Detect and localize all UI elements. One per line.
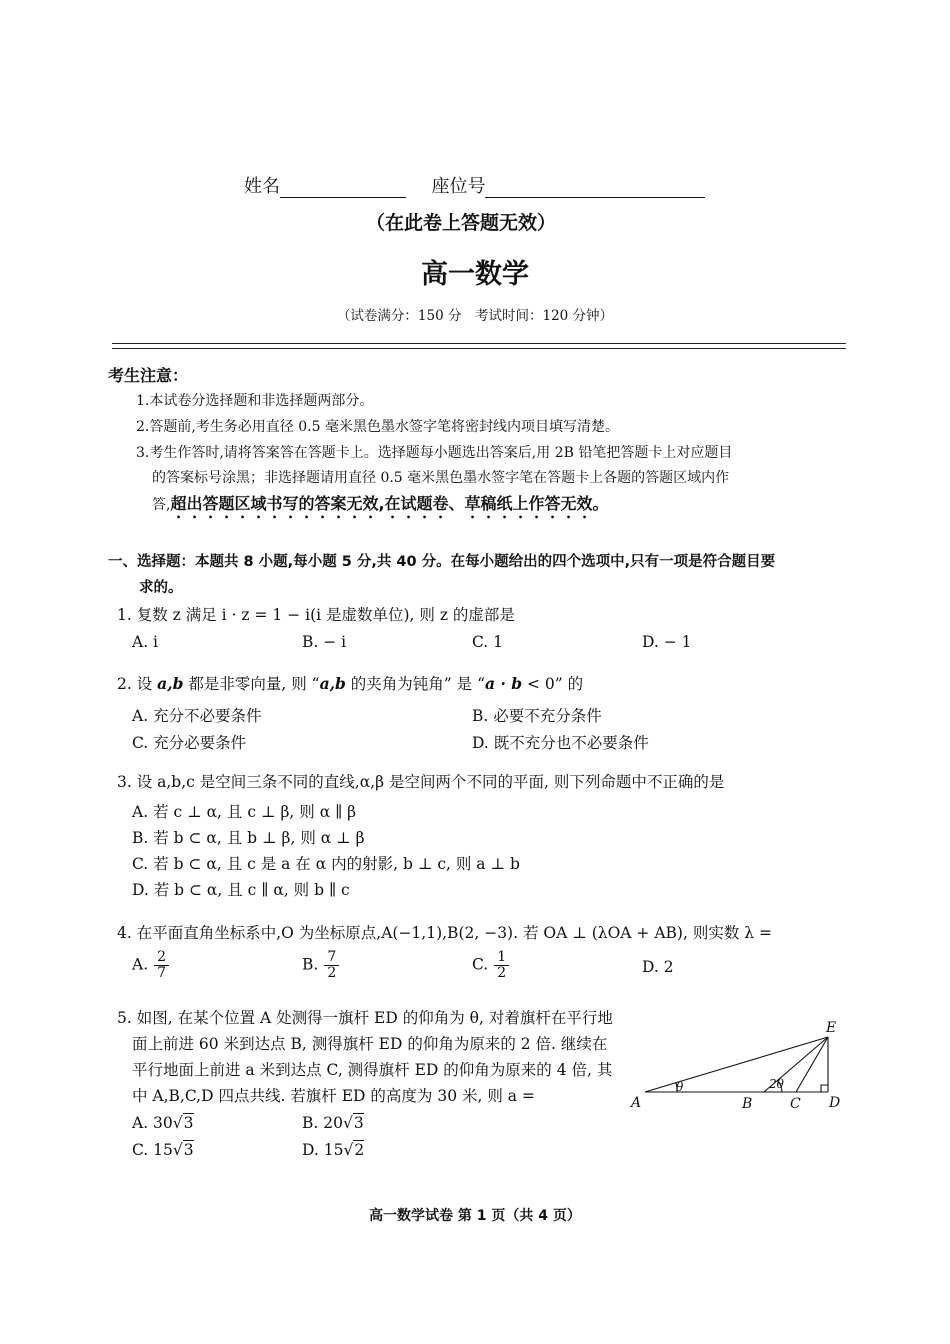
- q4-a-label: A.: [132, 955, 149, 974]
- q5-option-d[interactable]: [302, 1141, 364, 1159]
- q1-option-c[interactable]: C. 1: [472, 633, 504, 651]
- notice-item-3-start: 答,: [152, 497, 171, 513]
- notice-item-3-line-1: 3.考生作答时,请将答案答在答题卡上。选择题每小题选出答案后,用 2B 铅笔把答题卡上对应题目: [136, 445, 733, 461]
- q4-option-b[interactable]: [302, 950, 339, 981]
- q5-b-radicand: 3: [353, 1114, 364, 1132]
- q3-stem: 3. 设 a,b,c 是空间三条不同的直线,α,β 是空间两个不同的平面, 则下列命题中不正确的是: [117, 773, 725, 791]
- q4-a-den: 7: [157, 965, 167, 981]
- q2-vectors-2: a,b: [319, 674, 346, 693]
- q2-option-d[interactable]: D. 既不充分也不必要条件: [472, 734, 649, 752]
- sqrt-icon: √: [172, 1141, 183, 1159]
- q5-stem-line-3: 平行地面上前进 a 米到达点 C, 测得旗杆 ED 的仰角为原来的 4 倍, 其: [132, 1061, 613, 1079]
- q5-option-b[interactable]: [302, 1114, 364, 1132]
- q2-option-b[interactable]: B. 必要不充分条件: [472, 707, 602, 725]
- notice-item-3-line-2: 的答案标号涂黑；非选择题请用直径 0.5 毫米黑色墨水签字笔在答题卡上各题的答题区域内作: [152, 470, 730, 486]
- double-rule-top: [112, 343, 846, 344]
- name-field-group: [244, 172, 705, 198]
- label-theta: θ: [676, 1080, 684, 1094]
- q2-vectors: a,b: [157, 674, 184, 693]
- q5-b-label: B. 20: [302, 1114, 343, 1132]
- q1-option-a[interactable]: A. i: [132, 633, 159, 651]
- q4-c-den: 2: [497, 965, 507, 981]
- page-title: 高一数学: [421, 259, 529, 290]
- q2-option-a[interactable]: A. 充分不必要条件: [132, 707, 262, 725]
- q2-option-c[interactable]: C. 充分必要条件: [132, 734, 247, 752]
- q3-option-b[interactable]: B. 若 b ⊂ α, 且 b ⊥ β, 则 α ⊥ β: [132, 829, 365, 847]
- q2-dot-product: a · b: [485, 674, 523, 693]
- notice-heading: 考生注意：: [108, 366, 189, 385]
- q5-a-label: A. 30: [132, 1114, 173, 1132]
- name-blank[interactable]: [280, 177, 406, 198]
- flagpole-diagram: [625, 1015, 850, 1115]
- q4-b-fraction: [324, 950, 339, 981]
- page-footer: 高一数学试卷 第 1 页（共 4 页）: [369, 1208, 581, 1224]
- q4-b-num: 7: [324, 950, 339, 966]
- q1-stem: 1. 复数 z 满足 i · z = 1 − i(i 是虚数单位), 则 z 的虚部是: [117, 606, 515, 624]
- q5-d-label: D. 15: [302, 1141, 344, 1159]
- invalid-note: （在此卷上答题无效）: [366, 212, 557, 234]
- q5-c-label: C. 15: [132, 1141, 173, 1159]
- label-b: B: [742, 1096, 753, 1112]
- q4-stem: 4. 在平面直角坐标系中,O 为坐标原点,A(−1,1),B(2, −3). 若 OA ⊥ (λOA + AB), 则实数 λ =: [117, 924, 772, 942]
- label-c: C: [790, 1096, 801, 1112]
- section-1-heading-line-1: 一、选择题：本题共 8 小题,每小题 5 分,共 40 分。在每小题给出的四个选项中,只有一项是符合题目要: [108, 554, 776, 570]
- q5-a-radicand: 3: [183, 1114, 194, 1132]
- q4-option-c[interactable]: [472, 950, 509, 981]
- q3-option-c[interactable]: C. 若 b ⊂ α, 且 c 是 a 在 α 内的射影, b ⊥ c, 则 a ⊥ b: [132, 855, 520, 873]
- notice-item-1: 1.本试卷分选择题和非选择题两部分。: [136, 393, 374, 409]
- q5-stem-line-1: 5. 如图, 在某个位置 A 处测得一旗杆 ED 的仰角为 θ, 对着旗杆在平行地: [117, 1009, 613, 1027]
- q5-stem-line-4: 中 A,B,C,D 四点共线. 若旗杆 ED 的高度为 30 米, 则 a =: [132, 1087, 535, 1105]
- q5-d-radicand: 2: [354, 1141, 365, 1159]
- label-a: A: [631, 1095, 642, 1111]
- notice-item-2: 2.答题前,考生务必用直径 0.5 毫米黑色墨水签字笔将密封线内项目填写清楚。: [136, 419, 619, 435]
- q4-option-d[interactable]: D. 2: [642, 958, 674, 976]
- q5-option-c[interactable]: [132, 1141, 194, 1159]
- q1-option-d[interactable]: D. − 1: [642, 633, 692, 651]
- double-rule-bottom: [112, 348, 846, 349]
- q5-c-radicand: 3: [183, 1141, 194, 1159]
- q3-option-a[interactable]: A. 若 c ⊥ α, 且 c ⊥ β, 则 α ∥ β: [132, 803, 357, 821]
- q5-stem-line-2: 面上前进 60 米到达点 B, 测得旗杆 ED 的仰角为原来的 2 倍. 继续在: [132, 1035, 608, 1053]
- section-1-heading-line-2: 求的。: [139, 580, 183, 596]
- exam-meta: （试卷满分：150 分 考试时间：120 分钟）: [336, 308, 614, 324]
- sqrt-icon: √: [342, 1114, 353, 1132]
- label-two-theta: 2θ: [769, 1077, 784, 1091]
- seat-blank[interactable]: [485, 177, 705, 198]
- q2-stem-mid-2: 的夹角为钝角” 是 “: [345, 675, 485, 693]
- label-d: D: [829, 1095, 841, 1111]
- name-label: 姓名: [244, 176, 280, 197]
- q4-option-a[interactable]: [132, 950, 169, 981]
- q4-b-label: B.: [302, 955, 319, 974]
- q2-stem: [117, 672, 583, 694]
- q4-a-fraction: [154, 950, 169, 981]
- q1-option-b[interactable]: B. − i: [302, 633, 347, 651]
- q2-stem-mid: 都是非零向量, 则 “: [183, 675, 320, 693]
- q2-stem-end: < 0” 的: [522, 675, 584, 693]
- right-angle-mark: [821, 1085, 828, 1092]
- label-e: E: [826, 1020, 837, 1036]
- q4-c-fraction: [494, 950, 509, 981]
- q3-option-d[interactable]: D. 若 b ⊂ α, 且 c ∥ α, 则 b ∥ c: [132, 881, 350, 899]
- notice-emphasis: 超出答题区域书写的答案无效,在试题卷、草稿纸上作答无效。: [170, 494, 609, 513]
- q2-stem-pre: 2. 设: [117, 675, 158, 693]
- sqrt-icon: √: [343, 1141, 354, 1159]
- seat-label: 座位号: [431, 176, 486, 197]
- notice-item-3-line-3: [152, 491, 609, 522]
- q5-option-a[interactable]: [132, 1114, 194, 1132]
- q4-a-num: 2: [154, 950, 169, 966]
- q4-c-label: C.: [472, 955, 489, 974]
- q4-c-num: 1: [494, 950, 509, 966]
- q4-b-den: 2: [327, 965, 337, 981]
- sqrt-icon: √: [172, 1114, 183, 1132]
